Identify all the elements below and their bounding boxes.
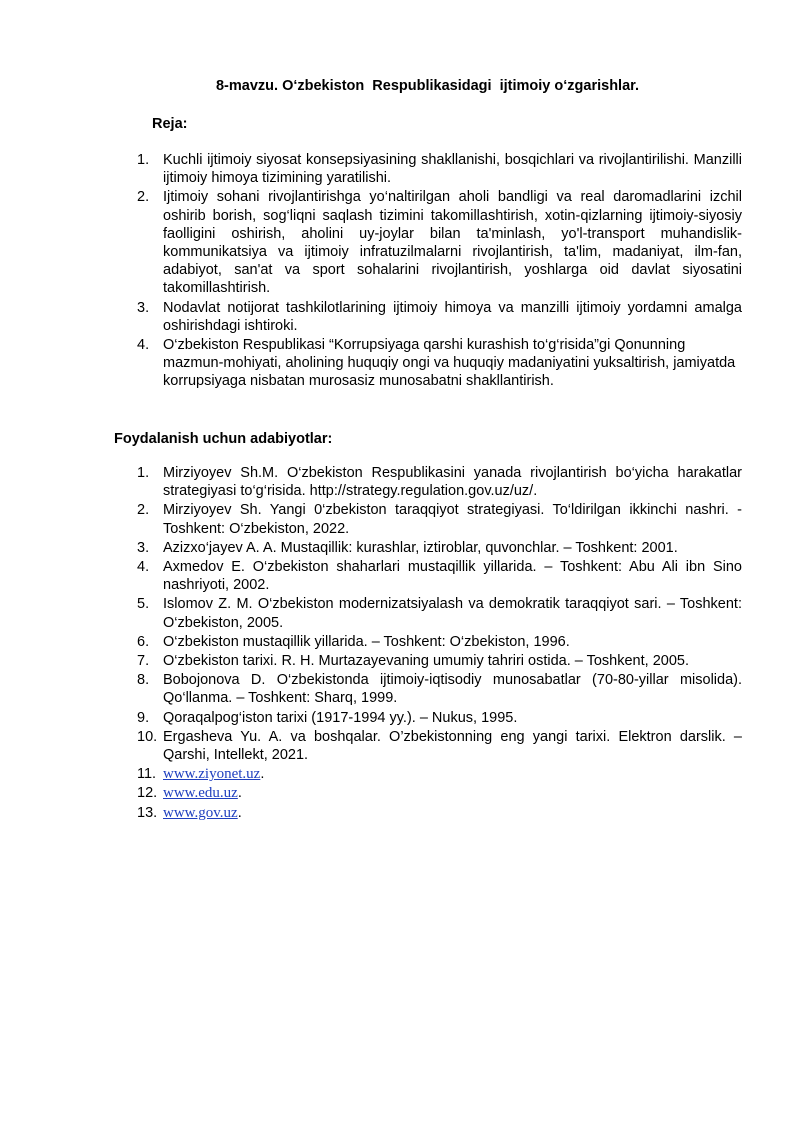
- link-suffix: .: [260, 766, 265, 783]
- literature-item: [0, 765, 742, 783]
- plan-item-number: 4.: [137, 337, 150, 354]
- literature-item-number: 7.: [137, 653, 150, 670]
- literature-item-text: Axmedov E. O‘zbekiston shaharlari mustaqillik yillarida. – Toshkent: Abu Ali ibn Sino nashriyoti, 2002.: [163, 559, 742, 594]
- literature-item-text: Islomov Z. M. O‘zbekiston modernizatsiyalash va demokratik taraqqiyot sari. – Toshkent: O‘zbekiston, 2005.: [163, 596, 742, 631]
- literature-item: [0, 784, 742, 802]
- literature-item-text: O‘zbekiston tarixi. R. H. Murtazayevaning umumiy tahriri ostida. – Toshkent, 2005.: [163, 653, 689, 670]
- literature-item-number: 8.: [137, 672, 150, 689]
- plan-item-text: Ijtimoiy sohani rivojlantirishga yo‘naltirilgan aholi bandligi va real daromadlarini izchil oshirib borish, sog‘liqni saqlash tizimini takomillashtirish, xotin-qizlarning ijtimoiy-siyosiy faolligini oshirish, aholini uy-joylar bilan ta'minlash, yo'l-transport muhandislik-kommunikatsiya va ijtimoiy infratuzilmalarni rivojlantirish, ta'lim, madaniyat, ilm-fan, adabiyot, san'at va sport sohalarini rivojlantirish, yoshlarga oid davlat siyosatini takomillashtirish.: [163, 189, 742, 297]
- plan-item-number: 2.: [137, 189, 150, 206]
- literature-item-number: 1.: [137, 465, 150, 481]
- literature-item-text: Ergasheva Yu. A. va boshqalar. O’zbekistonning eng yangi tarixi. Elektron darslik. – Qarshi, Intellekt, 2021.: [163, 728, 742, 764]
- link-suffix: .: [237, 804, 242, 821]
- literature-item: [0, 804, 742, 822]
- plan-item-number: 3.: [137, 299, 150, 316]
- link-gov[interactable]: www.gov.uz: [163, 804, 238, 821]
- literature-item: [0, 595, 742, 631]
- plan-item-text: O‘zbekiston Respublikasi “Korrupsiyaga qarshi kurashish to‘g‘risida”gi Qonunning mazmun-mohiyati, aholining huquqiy ongi va huquqiy madaniyatini yuksaltirish, jamiyatda korrupsiyaga nisbatan murosasiz munosabatni shakllantirish.: [163, 337, 736, 390]
- literature-item-number: 6.: [137, 633, 150, 650]
- literature-item-text: Mirziyoyev Sh. Yangi 0‘zbekiston taraqqiyot strategiyasi. To‘ldirilgan ikkinchi nashri. - Toshkent: O‘zbekiston, 2022.: [163, 502, 742, 537]
- plan-item-text: Nodavlat notijorat tashkilotlarining ijtimoiy himoya va manzilli ijtimoiy yordamni amalga oshirishdagi ishtiroki.: [163, 299, 742, 334]
- literature-item: [0, 539, 742, 557]
- literature-item-number: 11.: [137, 766, 157, 783]
- literature-item-number: 2.: [137, 502, 150, 519]
- literature-item: [0, 709, 742, 727]
- literature-heading: Foydalanish uchun adabiyotlar:: [114, 431, 333, 447]
- plan-item: [0, 336, 742, 391]
- literature-item: [0, 633, 742, 651]
- plan-item-number: 1.: [137, 152, 150, 168]
- page-title: 8-mavzu. O‘zbekiston Respublikasidagi ijtimoiy o‘zgarishlar.: [215, 78, 640, 94]
- plan-heading: Reja:: [152, 116, 188, 132]
- literature-item: [0, 652, 742, 670]
- literature-item-number: 4.: [137, 559, 150, 576]
- literature-item: [0, 558, 742, 594]
- plan-item-text: Kuchli ijtimoiy siyosat konsepsiyasining shakllanishi, bosqichlari va rivojlantirilishi. Manzilli ijtimoiy himoya tizimining yaratilishi.: [163, 152, 742, 187]
- plan-item: [0, 299, 742, 335]
- literature-item: [0, 671, 742, 707]
- plan-list: [0, 151, 742, 392]
- literature-item-text: Azizxo‘jayev A. A. Mustaqillik: kurashlar, iztiroblar, quvonchlar. – Toshkent: 2001.: [163, 539, 678, 556]
- literature-item-number: 10.: [137, 728, 158, 745]
- literature-item: [0, 728, 742, 764]
- literature-item-number: 5.: [137, 596, 150, 613]
- literature-item: [0, 464, 742, 500]
- literature-item-text: Qoraqalpog‘iston tarixi (1917-1994 yy.). – Nukus, 1995.: [163, 709, 518, 726]
- literature-item-number: 12.: [137, 785, 158, 802]
- link-edu[interactable]: www.edu.uz: [163, 785, 238, 802]
- literature-item-text: Mirziyoyev Sh.M. O‘zbekiston Respublikasini yanada rivojlantirish bo‘yicha harakatlar strategiyasi to‘g‘risida. http://strategy.regulation.gov.uz/uz/.: [163, 465, 742, 500]
- literature-item-number: 9.: [137, 709, 150, 726]
- literature-item: [0, 501, 742, 537]
- link-suffix: .: [237, 785, 242, 802]
- plan-item: [0, 151, 742, 187]
- literature-item-text: O‘zbekiston mustaqillik yillarida. – Toshkent: O‘zbekiston, 1996.: [163, 633, 570, 650]
- link-ziyonet[interactable]: www.ziyonet.uz: [163, 766, 261, 783]
- literature-item-text: Bobojonova D. O‘zbekistonda ijtimoiy-iqtisodiy munosabatlar (70-80-yillar misolida). Qo‘llanma. – Toshkent: Sharq, 1999.: [163, 672, 742, 707]
- literature-item-number: 3.: [137, 539, 150, 556]
- literature-item-number: 13.: [137, 804, 158, 821]
- literature-list: [0, 464, 742, 823]
- plan-item: [0, 188, 742, 297]
